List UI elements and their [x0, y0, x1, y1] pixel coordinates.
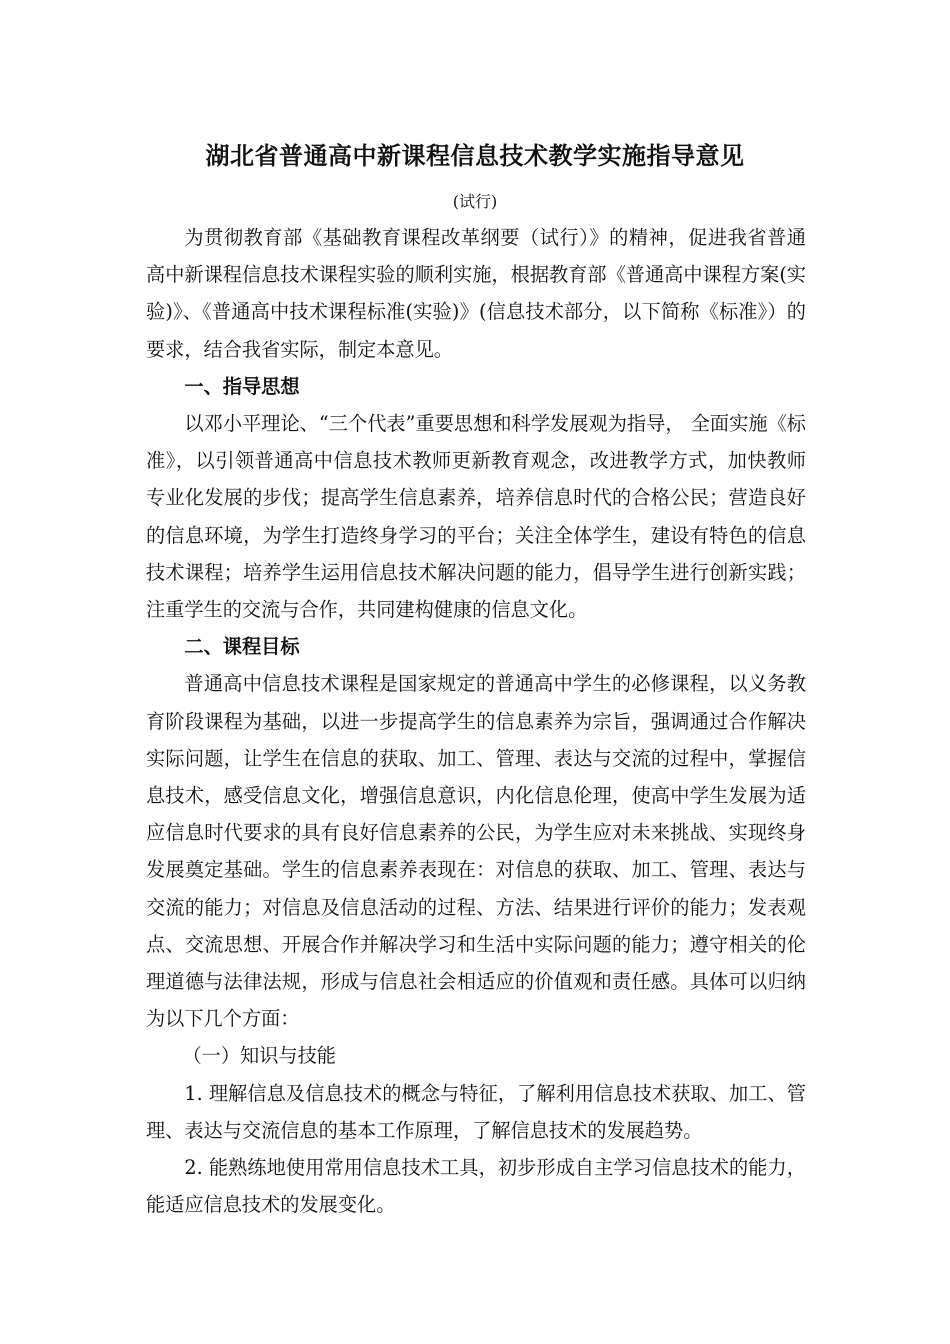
- list-item-2: 2. 能熟练地使用常用信息技术工具，初步形成自主学习信息技术的能力，能适应信息技术的发展变化。: [146, 1156, 806, 1217]
- section-heading-course-goals: 二、课程目标: [184, 635, 300, 659]
- document-subtitle: (试行): [452, 192, 498, 211]
- section-heading-guiding-ideology: 一、指导思想: [184, 374, 300, 398]
- intro-paragraph: 为贯彻教育部《基础教育课程改革纲要（试行）》的精神，促进我省普通高中新课程信息技术课程实验的顺利实施，根据教育部《普通高中课程方案(实验)》、《普通高中技术课程标准(实验)》(信息技术部分，以下简称《标准》）的要求，结合我省实际，制定本意见。: [146, 226, 806, 361]
- section-paragraph-course-goals: 普通高中信息技术课程是国家规定的普通高中学生的必修课程，以义务教育阶段课程为基础，以进一步提高学生的信息素养为宗旨，强调通过合作解决实际问题，让学生在信息的获取、加工、管理、表达与交流的过程中，掌握信息技术，感受信息文化，增强信息意识，内化信息伦理，使高中学生发展为适应信息时代要求的具有良好信息素养的公民，为学生应对未来挑战、实现终身发展奠定基础。学生的信息素养表现在：对信息的获取、加工、管理、表达与交流的能力；对信息及信息活动的过程、方法、结果进行评价的能力；发表观点、交流思想、开展合作并解决学习和生活中实际问题的能力；遵守相关的伦理道德与法律法规，形成与信息社会相适应的价值观和责任感。具体可以归纳为以下几个方面：: [146, 672, 806, 1031]
- section-paragraph-guiding-ideology: 以邓小平理论、“三个代表”重要思想和科学发展观为指导， 全面实施《标准》，以引领普通高中信息技术教师更新教育观念，改进教学方式，加快教师专业化发展的步伐；提高学生信息素养，培养信息时代的合格公民；营造良好的信息环境，为学生打造终身学习的平台；关注全体学生，建设有特色的信息技术课程；培养学生运用信息技术解决问题的能力，倡导学生进行创新实践；注重学生的交流与合作，共同建构健康的信息文化。: [146, 412, 806, 622]
- subsection-heading-knowledge-skills: （一）知识与技能: [182, 1044, 336, 1068]
- document-title: 湖北省普通高中新课程信息技术教学实施指导意见: [205, 141, 745, 170]
- document-body: [146, 219, 806, 1223]
- list-item-1: 1. 理解信息及信息技术的概念与特征，了解利用信息技术获取、加工、管理、表达与交流信息的基本工作原理，了解信息技术的发展趋势。: [146, 1081, 806, 1142]
